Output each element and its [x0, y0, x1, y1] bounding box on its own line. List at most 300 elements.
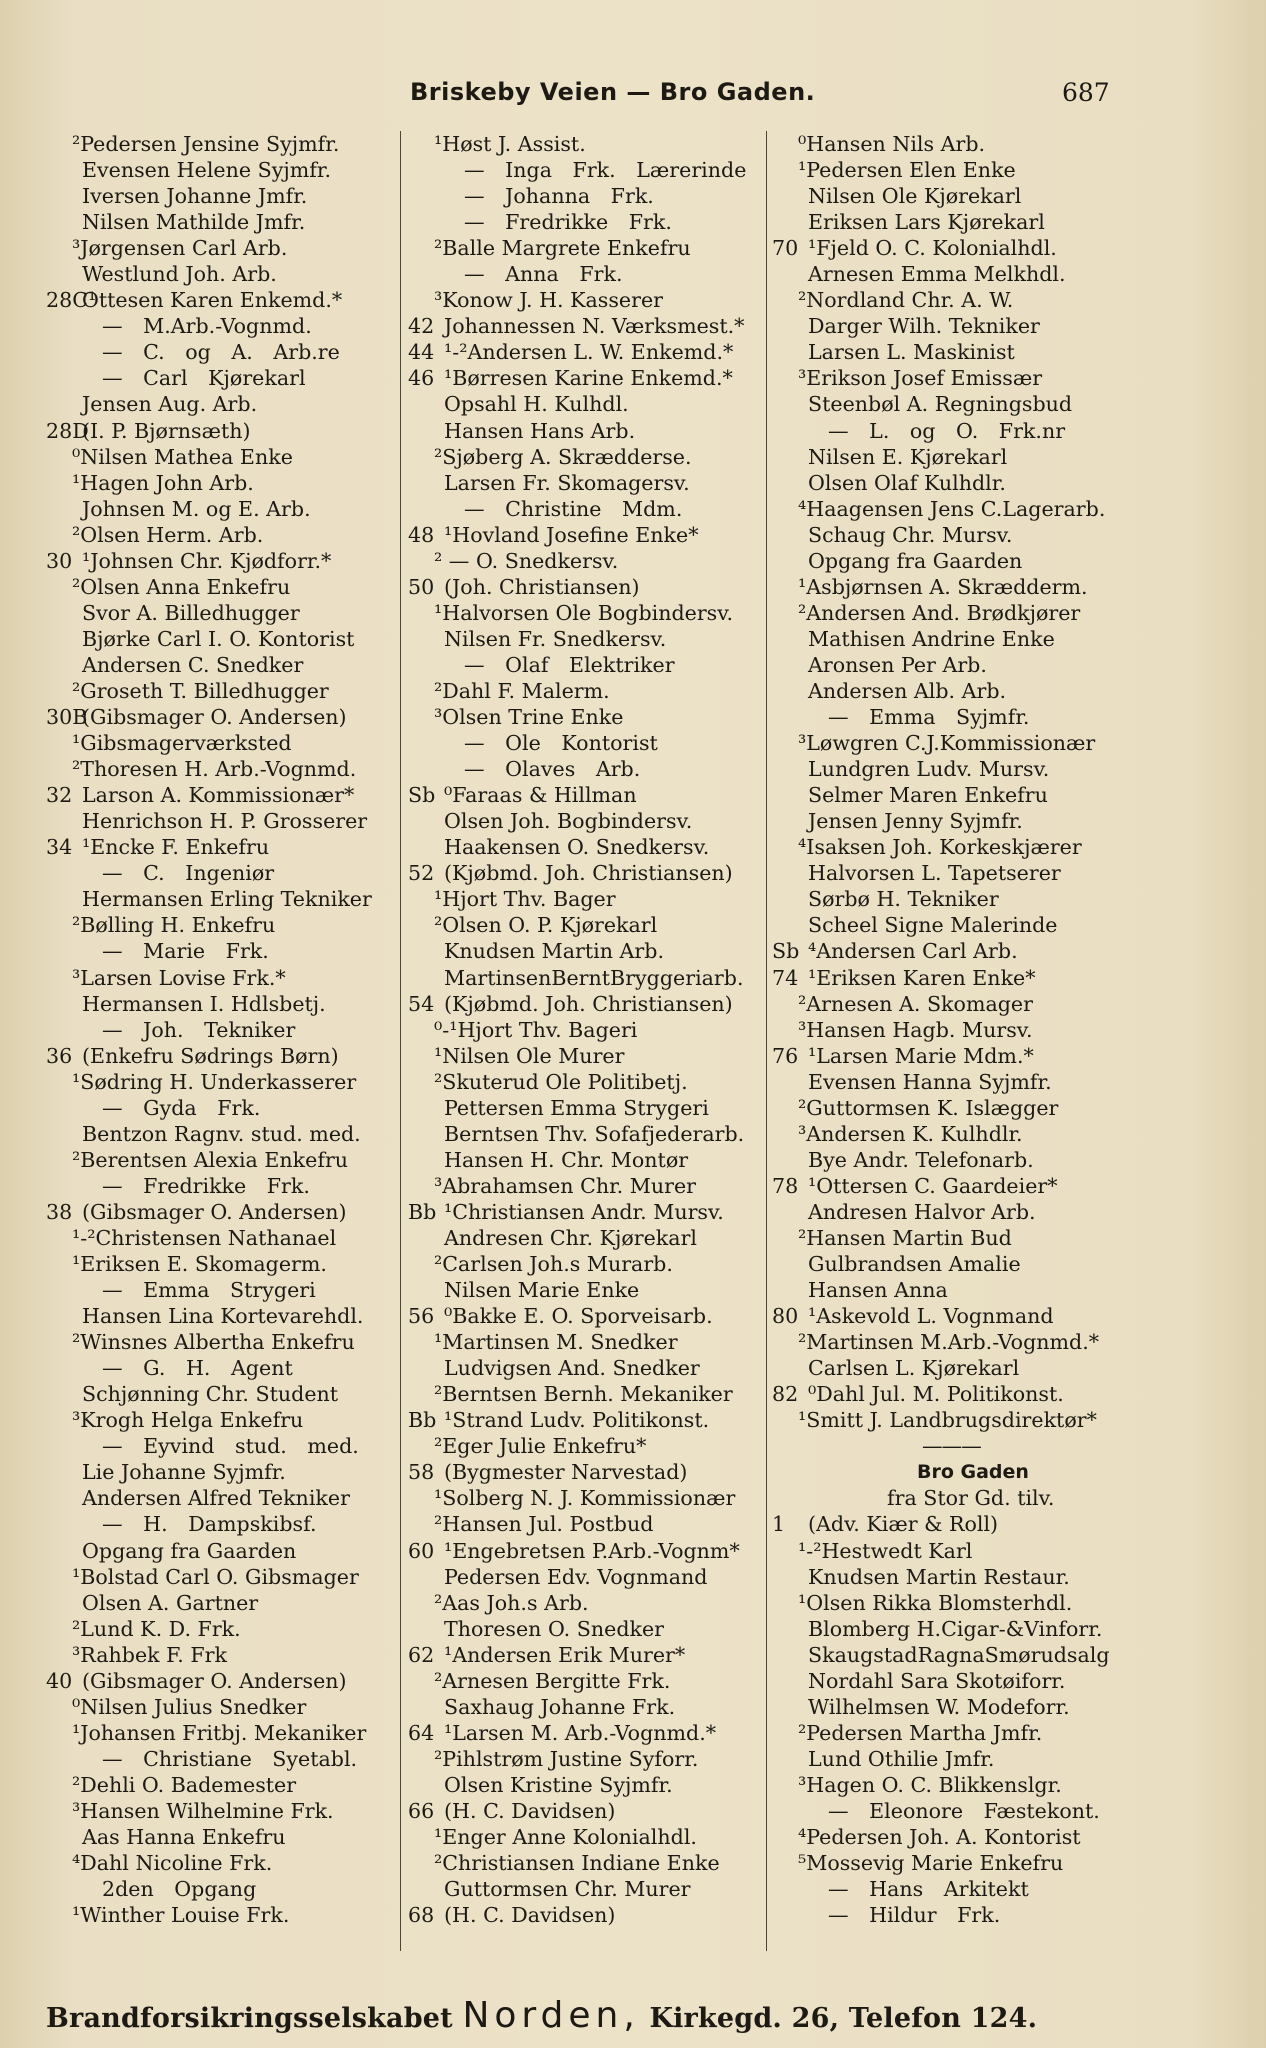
resident-name: (Kjøbmd. Joh. Christiansen) — [444, 861, 733, 886]
resident-name: ³Erikson Josef Emissær — [798, 366, 1043, 391]
directory-entry — [46, 1590, 431, 1616]
directory-entry — [408, 209, 793, 235]
directory-entry — [772, 496, 1172, 522]
resident-name: (I. P. Bjørnsæth) — [82, 418, 251, 443]
column-1 — [46, 131, 431, 1928]
directory-entry — [46, 1225, 431, 1251]
resident-name: ¹Gibsmagerværksted — [72, 731, 292, 756]
resident-name: ² — O. Snedkersv. — [434, 548, 619, 573]
directory-entry — [408, 496, 793, 522]
running-title: Briskeby Veien — Bro Gaden. — [410, 78, 816, 106]
resident-name: ⁰Dahl Jul. M. Politikonst. — [808, 1382, 1064, 1407]
resident-name: ²Pedersen Jensine Syjmfr. — [72, 132, 340, 156]
house-number: 66 — [408, 1799, 435, 1823]
resident-name: (Gibsmager O. Andersen) — [82, 1199, 347, 1224]
directory-entry — [408, 1329, 793, 1355]
directory-entry — [408, 1199, 793, 1225]
directory-entry — [46, 652, 431, 678]
resident-name: ¹Larsen Marie Mdm.* — [808, 1043, 1034, 1068]
directory-entry — [772, 339, 1172, 365]
resident-name: Opgang fra Gaarden — [82, 1538, 297, 1563]
directory-entry — [772, 1902, 1172, 1928]
section-subheading: fra Stor Gd. tilv. — [887, 1486, 1055, 1511]
directory-entry — [772, 782, 1172, 808]
resident-name: Schjønning Chr. Student — [82, 1382, 339, 1407]
directory-entry — [408, 1694, 793, 1720]
directory-entry — [772, 548, 1172, 574]
section-heading: Bro Gaden — [917, 1461, 1029, 1484]
resident-name: Bye Andr. Telefonarb. — [808, 1147, 1034, 1172]
resident-name: (Enkefru Sødrings Børn) — [82, 1043, 339, 1068]
resident-name: — Hans Arkitekt — [828, 1877, 1029, 1902]
directory-entry — [408, 1590, 793, 1616]
resident-name: Blomberg H.Cigar-&Vinforr. — [808, 1616, 1103, 1641]
house-number: 82 — [772, 1382, 799, 1407]
directory-entry — [772, 1277, 1172, 1303]
resident-name: Hansen Anna — [808, 1278, 948, 1303]
directory-entry — [408, 313, 793, 339]
directory-entry — [46, 548, 431, 574]
directory-entry — [46, 991, 431, 1017]
resident-name: Thoresen O. Snedker — [444, 1616, 665, 1641]
directory-entry — [408, 1876, 793, 1902]
column-3 — [772, 131, 1172, 1928]
resident-name: Lie Johanne Syjmfr. — [82, 1460, 286, 1485]
resident-name: Hermansen Erling Tekniker — [82, 887, 372, 912]
directory-entry — [46, 1668, 431, 1694]
resident-name: Aas Hanna Enkefru — [82, 1825, 286, 1850]
house-number: 54 — [408, 991, 435, 1016]
directory-entry — [408, 287, 793, 313]
house-number: Bb — [408, 1408, 437, 1433]
directory-entry — [408, 1616, 793, 1642]
house-number: 1 — [772, 1512, 786, 1537]
resident-name: Olsen Kristine Syjmfr. — [444, 1772, 673, 1797]
resident-name: Knudsen Martin Arb. — [444, 939, 664, 964]
resident-name: ⁴Andersen Carl Arb. — [808, 939, 1018, 964]
directory-entry — [772, 287, 1172, 313]
directory-entry — [46, 1720, 431, 1746]
resident-name: ³Hansen Wilhelmine Frk. — [72, 1799, 334, 1823]
directory-entry — [408, 574, 793, 600]
resident-name: Larsen Fr. Skomagersv. — [444, 470, 690, 495]
directory-entry — [46, 1746, 431, 1772]
resident-name: ²Olsen Anna Enkefru — [72, 574, 291, 599]
directory-entry — [46, 834, 431, 860]
directory-entry — [46, 1121, 431, 1147]
resident-name: Olsen Joh. Bogbindersv. — [444, 809, 693, 834]
resident-name: — Hildur Frk. — [828, 1903, 1001, 1928]
resident-name: ³Konow J. H. Kasserer — [434, 288, 663, 313]
page-header — [0, 78, 1266, 118]
footer-company: Brandforsikringsselskabet — [46, 2003, 453, 2034]
resident-name: — Ole Kontorist — [464, 731, 658, 756]
resident-name: ²Bølling H. Enkefru — [72, 913, 276, 938]
resident-name: Darger Wilh. Tekniker — [808, 314, 1040, 339]
directory-entry — [772, 652, 1172, 678]
directory-entry — [772, 1017, 1172, 1043]
resident-name: ²Dehli O. Bademester — [72, 1772, 297, 1797]
resident-name: ¹Hjort Thv. Bager — [434, 887, 616, 912]
resident-name: (Gibsmager O. Andersen) — [82, 705, 347, 730]
resident-name: ¹Bolstad Carl O. Gibsmager — [72, 1564, 359, 1589]
resident-name: ²Arnesen Bergitte Frk. — [434, 1668, 671, 1693]
directory-entry — [408, 1459, 793, 1485]
directory-entry — [772, 1199, 1172, 1225]
house-number: Sb — [772, 939, 800, 964]
resident-name: Hansen Hans Arb. — [444, 418, 636, 443]
resident-name: ²Groseth T. Billedhugger — [72, 678, 329, 703]
house-number: 28C¹ — [46, 288, 97, 313]
directory-entry — [46, 1277, 431, 1303]
resident-name: Nilsen Fr. Snedkersv. — [444, 626, 667, 651]
resident-name: Saxhaug Johanne Frk. — [444, 1694, 676, 1719]
directory-entry — [408, 965, 793, 991]
directory-entry — [46, 1433, 431, 1459]
resident-name: ⁰Nilsen Julius Snedker — [72, 1694, 307, 1719]
resident-name: Gulbrandsen Amalie — [808, 1252, 1021, 1277]
resident-name: ²Hansen Jul. Postbud — [434, 1512, 654, 1537]
resident-name: ⁴Isaksen Joh. Korkeskjærer — [798, 835, 1082, 860]
directory-entry — [46, 1251, 431, 1277]
resident-name: — C. og A. Arb.re — [102, 340, 340, 365]
directory-entry — [772, 834, 1172, 860]
directory-entry — [46, 1824, 431, 1850]
resident-name: ¹Eriksen E. Skomagerm. — [72, 1252, 327, 1277]
resident-name: ²Carlsen Joh.s Murarb. — [434, 1252, 673, 1277]
resident-name: — M.Arb.-Vognmd. — [102, 314, 312, 339]
directory-entry — [408, 938, 793, 964]
resident-name: ¹Fjeld O. C. Kolonialhdl. — [808, 236, 1057, 261]
directory-entry — [772, 131, 1172, 157]
resident-name: ³Hansen Hagb. Mursv. — [798, 1017, 1033, 1042]
directory-entry — [772, 1355, 1172, 1381]
directory-entry — [772, 470, 1172, 496]
directory-entry — [46, 1616, 431, 1642]
resident-name: ³Rahbek F. Frk — [72, 1642, 227, 1667]
directory-entry — [408, 834, 793, 860]
directory-entry — [408, 860, 793, 886]
house-number: 58 — [408, 1460, 435, 1485]
resident-name: ³Larsen Lovise Frk.* — [72, 965, 286, 990]
footer-address: Kirkegd. 26, Telefon 124. — [649, 2003, 1038, 2034]
directory-entry — [408, 1355, 793, 1381]
resident-name: (H. C. Davidsen) — [444, 1903, 616, 1928]
resident-name: — Emma Strygeri — [102, 1278, 316, 1303]
directory-entry — [772, 1433, 1172, 1459]
house-number: 68 — [408, 1903, 435, 1928]
directory-entry — [46, 1329, 431, 1355]
house-number: 78 — [772, 1173, 799, 1198]
house-number: 36 — [46, 1043, 73, 1068]
directory-entry — [46, 365, 431, 391]
directory-entry — [408, 1173, 793, 1199]
resident-name: ²Balle Margrete Enkefru — [434, 236, 691, 261]
resident-name: ²Martinsen M.Arb.-Vognmd.* — [798, 1330, 1100, 1355]
directory-entry — [408, 1668, 793, 1694]
resident-name: Andresen Chr. Kjørekarl — [444, 1225, 697, 1250]
directory-entry — [772, 730, 1172, 756]
house-number: 30B — [46, 705, 88, 730]
directory-entry — [408, 131, 793, 157]
directory-entry — [408, 1017, 793, 1043]
resident-name: — L. og O. Frk.nr — [828, 418, 1066, 443]
directory-entry — [772, 1720, 1172, 1746]
house-number: 34 — [46, 835, 73, 860]
resident-name: Jensen Aug. Arb. — [82, 392, 258, 417]
resident-name: ¹Hovland Josefine Enke* — [444, 522, 699, 547]
directory-entry — [408, 1251, 793, 1277]
resident-name: Johnsen M. og E. Arb. — [82, 496, 311, 521]
directory-entry — [772, 183, 1172, 209]
resident-name: Andersen C. Snedker — [82, 652, 304, 677]
directory-entry — [772, 600, 1172, 626]
resident-name: ¹Sødring H. Underkasserer — [72, 1069, 357, 1094]
directory-entry — [46, 1511, 431, 1537]
house-number: 60 — [408, 1538, 435, 1563]
resident-name: ²Olsen O. P. Kjørekarl — [434, 913, 658, 938]
directory-entry — [46, 131, 431, 157]
directory-entry — [46, 1564, 431, 1590]
directory-entry — [772, 678, 1172, 704]
directory-entry — [408, 365, 793, 391]
directory-entry — [772, 365, 1172, 391]
directory-entry — [46, 444, 431, 470]
resident-name: Evensen Helene Syjmfr. — [82, 158, 332, 183]
directory-entry — [772, 1147, 1172, 1173]
directory-entry — [408, 1850, 793, 1876]
resident-name: ²Aas Joh.s Arb. — [434, 1590, 589, 1615]
directory-entry — [46, 704, 431, 730]
directory-entry — [408, 1147, 793, 1173]
resident-name: Andersen Alfred Tekniker — [82, 1486, 350, 1511]
resident-name: Berntsen Thv. Sofafjederarb. — [444, 1121, 745, 1146]
directory-entry — [46, 1199, 431, 1225]
resident-name: Nilsen E. Kjørekarl — [808, 444, 1008, 469]
resident-name: ¹Larsen M. Arb.-Vognmd.* — [444, 1720, 717, 1745]
directory-entry — [408, 1277, 793, 1303]
column-2 — [408, 131, 793, 1928]
resident-name: Jensen Jenny Syjmfr. — [808, 809, 1023, 834]
directory-entry — [772, 626, 1172, 652]
directory-entry — [408, 991, 793, 1017]
directory-entry — [772, 991, 1172, 1017]
directory-entry — [772, 261, 1172, 287]
resident-name: — Emma Syjmfr. — [828, 705, 1030, 730]
directory-entry — [408, 1225, 793, 1251]
directory-entry — [772, 1329, 1172, 1355]
resident-name: Iversen Johanne Jmfr. — [82, 184, 308, 209]
resident-name: ¹Eriksen Karen Enke* — [808, 965, 1036, 990]
directory-entry — [408, 756, 793, 782]
directory-entry — [46, 1642, 431, 1668]
resident-name: Svor A. Billedhugger — [82, 600, 300, 625]
house-number: 56 — [408, 1304, 435, 1329]
resident-name: ⁵Mossevig Marie Enkefru — [798, 1851, 1064, 1876]
directory-entry — [46, 1876, 431, 1902]
directory-entry — [46, 209, 431, 235]
directory-entry — [772, 1251, 1172, 1277]
resident-name: — Fredrikke Frk. — [102, 1173, 310, 1198]
section-separator: ——— — [922, 1434, 981, 1459]
directory-entry — [46, 1381, 431, 1407]
resident-name: ¹Solberg N. J. Kommissionær — [434, 1486, 736, 1511]
directory-entry — [46, 938, 431, 964]
resident-name: ⁰Bakke E. O. Sporveisarb. — [444, 1304, 713, 1329]
directory-entry — [46, 1173, 431, 1199]
directory-entry — [46, 391, 431, 417]
resident-name: Haakensen O. Snedkersv. — [444, 835, 710, 860]
resident-name: Nilsen Marie Enke — [444, 1278, 640, 1303]
directory-entry — [46, 1147, 431, 1173]
directory-entry — [408, 1902, 793, 1928]
resident-name: ³Andersen K. Kulhdlr. — [798, 1121, 1023, 1146]
resident-name: ¹Johnsen Chr. Kjødforr.* — [82, 548, 332, 573]
resident-name: ³Krogh Helga Enkefru — [72, 1408, 304, 1433]
directory-entry — [772, 1850, 1172, 1876]
directory-entry — [46, 1043, 431, 1069]
directory-entry — [408, 418, 793, 444]
directory-entry — [772, 418, 1172, 444]
resident-name: — Eleonore Fæstekont. — [828, 1799, 1100, 1823]
directory-entry — [408, 600, 793, 626]
house-number: 70 — [772, 236, 799, 261]
resident-name: ¹Børresen Karine Enkemd.* — [444, 366, 733, 391]
directory-entry — [408, 782, 793, 808]
resident-name: — Carl Kjørekarl — [102, 366, 306, 391]
directory-entry — [772, 1381, 1172, 1407]
directory-entry — [772, 1824, 1172, 1850]
resident-name: Halvorsen L. Tapetserer — [808, 861, 1061, 886]
directory-entry — [408, 470, 793, 496]
directory-entry — [772, 1511, 1172, 1537]
house-number: 74 — [772, 965, 799, 990]
resident-name: ⁴Haagensen Jens C.Lagerarb. — [798, 496, 1106, 521]
directory-entry — [408, 1564, 793, 1590]
resident-name: Olsen A. Gartner — [82, 1590, 259, 1615]
directory-entry — [772, 1225, 1172, 1251]
advertisement-footer — [46, 1995, 1226, 2035]
house-number: Bb — [408, 1199, 437, 1224]
resident-name: Ottesen Karen Enkemd.* — [82, 288, 343, 313]
directory-entry — [772, 1459, 1172, 1485]
house-number: Sb — [408, 783, 436, 808]
house-number: 64 — [408, 1720, 435, 1745]
directory-entry — [408, 808, 793, 834]
directory-entry — [772, 704, 1172, 730]
directory-entry — [772, 1590, 1172, 1616]
resident-name: ²Winsnes Albertha Enkefru — [72, 1330, 355, 1355]
directory-entry — [408, 1824, 793, 1850]
directory-entry — [46, 1017, 431, 1043]
resident-name: ²Dahl F. Malerm. — [434, 678, 610, 703]
resident-name: ²Arnesen A. Skomager — [798, 991, 1033, 1016]
resident-name: MartinsenBerntBryggeriarb. — [444, 965, 744, 990]
resident-name: ⁰Hansen Nils Arb. — [798, 132, 986, 156]
house-number: 38 — [46, 1199, 73, 1224]
resident-name: Pettersen Emma Strygeri — [444, 1095, 709, 1120]
directory-entry — [46, 313, 431, 339]
resident-name: Aronsen Per Arb. — [808, 652, 987, 677]
resident-name: ¹Hagen John Arb. — [72, 470, 254, 495]
directory-entry — [46, 1772, 431, 1798]
directory-entry — [46, 1485, 431, 1511]
directory-entry — [772, 1746, 1172, 1772]
resident-name: Wilhelmsen W. Modeforr. — [808, 1694, 1070, 1719]
directory-entry — [408, 1746, 793, 1772]
directory-entry — [408, 1433, 793, 1459]
house-number: 52 — [408, 861, 435, 886]
house-number: 32 — [46, 783, 73, 808]
resident-name: Scheel Signe Malerinde — [808, 913, 1058, 938]
directory-entry — [408, 886, 793, 912]
directory-entry — [46, 965, 431, 991]
resident-name: ²Andersen And. Brødkjører — [798, 600, 1081, 625]
directory-entry — [772, 912, 1172, 938]
directory-entry — [772, 938, 1172, 964]
house-number: 48 — [408, 522, 435, 547]
house-number: 42 — [408, 314, 435, 339]
resident-name: ¹Engebretsen P.Arb.-Vognm* — [444, 1538, 740, 1563]
directory-entry — [408, 1407, 793, 1433]
resident-name: Henrichson H. P. Grosserer — [82, 809, 368, 834]
resident-name: (Kjøbmd. Joh. Christiansen) — [444, 991, 733, 1016]
resident-name: Bjørke Carl I. O. Kontorist — [82, 626, 355, 651]
resident-name: ¹Martinsen M. Snedker — [434, 1330, 678, 1355]
directory-entry — [772, 1121, 1172, 1147]
directory-entry — [46, 574, 431, 600]
directory-entry — [772, 965, 1172, 991]
resident-name: — Inga Frk. Lærerinde — [464, 158, 747, 183]
resident-name: ³Abrahamsen Chr. Murer — [434, 1173, 696, 1198]
directory-entry — [46, 261, 431, 287]
directory-entry — [772, 1772, 1172, 1798]
directory-entry — [408, 444, 793, 470]
resident-name: ²Guttormsen K. Islægger — [798, 1095, 1059, 1120]
directory-entry — [772, 886, 1172, 912]
directory-entry — [46, 418, 431, 444]
directory-entry — [46, 1069, 431, 1095]
resident-name: Selmer Maren Enkefru — [808, 783, 1048, 808]
directory-entry — [772, 313, 1172, 339]
directory-entry — [772, 157, 1172, 183]
directory-entry — [46, 183, 431, 209]
resident-name: ³Hagen O. C. Blikkenslgr. — [798, 1772, 1062, 1797]
resident-name: ¹-²Christensen Nathanael — [72, 1225, 337, 1250]
directory-entry — [772, 1538, 1172, 1564]
resident-name: Olsen Olaf Kulhdlr. — [808, 470, 1006, 495]
directory-entry — [46, 1407, 431, 1433]
resident-name: Arnesen Emma Melkhdl. — [808, 262, 1066, 287]
resident-name: ²Berentsen Alexia Enkefru — [72, 1147, 349, 1172]
directory-entry — [46, 470, 431, 496]
house-number: 62 — [408, 1642, 435, 1667]
resident-name: ¹Olsen Rikka Blomsterhdl. — [798, 1590, 1073, 1615]
resident-name: (Adv. Kiær & Roll) — [808, 1512, 999, 1537]
directory-entry — [772, 1642, 1172, 1668]
resident-name: ¹Pedersen Elen Enke — [798, 158, 1016, 183]
house-number: 46 — [408, 366, 435, 391]
resident-name: — H. Dampskibsf. — [102, 1512, 317, 1537]
directory-entry — [408, 730, 793, 756]
resident-name: ¹Smitt J. Landbrugsdirektør* — [798, 1408, 1097, 1433]
resident-name: (Bygmester Narvestad) — [444, 1460, 688, 1485]
directory-entry — [772, 860, 1172, 886]
resident-name: ³Jørgensen Carl Arb. — [72, 236, 288, 261]
resident-name: ²Pihlstrøm Justine Syforr. — [434, 1746, 699, 1771]
directory-entry — [46, 730, 431, 756]
house-number: 30 — [46, 548, 73, 573]
